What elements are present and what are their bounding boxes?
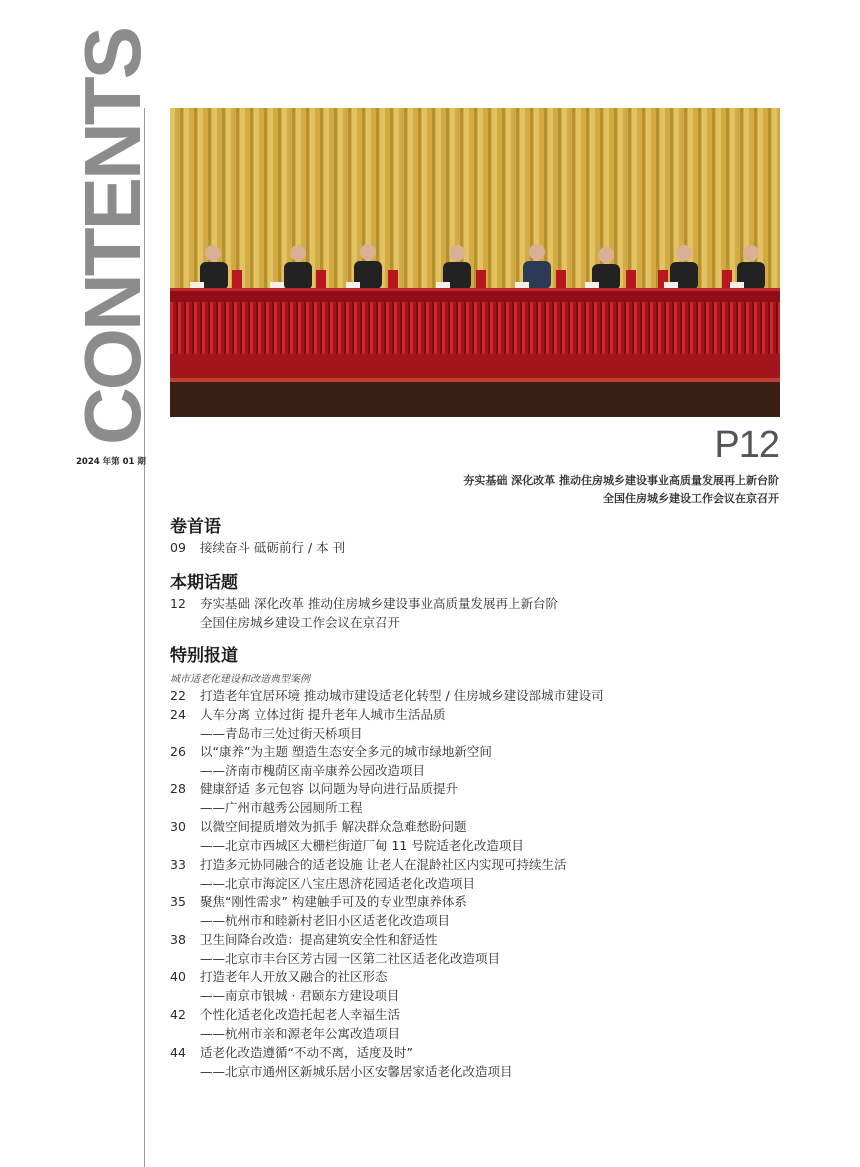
toc-entry-title: 个性化适老化改造托起老人幸福生活 <box>200 1007 401 1022</box>
section-title-special-report: 特别报道 <box>170 646 238 666</box>
contents-heading: CONTENTS <box>68 29 157 445</box>
toc-entry-subtitle: ——南京市银城 · 君颐东方建设项目 <box>200 987 400 1003</box>
toc-entry[interactable] <box>170 1006 400 1043</box>
toc-page-number: 30 <box>170 819 186 834</box>
toc-entry-subtitle: ——青岛市三处过街天桥项目 <box>200 725 363 741</box>
toc-entry-title: 接续奋斗 砥砺前行 / 本 刊 <box>200 540 346 555</box>
toc-entry-title: 以“康养”为主题 塑造生态安全多元的城市绿地新空间 <box>200 744 492 759</box>
toc-page-number: 26 <box>170 744 186 759</box>
toc-entry-subtitle: ——北京市海淀区八宝庄恩济花园适老化改造项目 <box>200 875 476 891</box>
toc-entry[interactable] <box>170 539 345 558</box>
toc-entry[interactable] <box>170 780 458 817</box>
toc-entry[interactable] <box>170 706 445 743</box>
toc-page-number: 38 <box>170 932 186 947</box>
toc-entry[interactable] <box>170 595 558 632</box>
toc-page-number: 12 <box>170 596 186 611</box>
toc-entry-title: 健康舒适 多元包容 以问题为导向进行品质提升 <box>200 781 458 796</box>
toc-entry[interactable] <box>170 743 492 780</box>
toc-page-number: 42 <box>170 1007 186 1022</box>
toc-entry[interactable] <box>170 1044 513 1081</box>
toc-entry-title: 人车分离 立体过街 提升老年人城市生活品质 <box>200 707 446 722</box>
feature-caption-line2: 全国住房城乡建设工作会议在京召开 <box>603 492 779 505</box>
toc-entry-title: 打造老年宜居环境 推动城市建设适老化转型 / 住房城乡建设部城市建设司 <box>200 688 604 703</box>
section-title-foreword: 卷首语 <box>170 517 221 537</box>
toc-entry[interactable] <box>170 893 467 930</box>
issue-label: 2024 年第 01 期 <box>76 457 146 467</box>
toc-entry-title: 聚焦“刚性需求” 构建触手可及的专业型康养体系 <box>200 894 467 909</box>
toc-entry[interactable] <box>170 818 524 855</box>
feature-page-number: P12 <box>714 424 779 466</box>
toc-entry[interactable] <box>170 931 500 968</box>
toc-page-number: 33 <box>170 857 186 872</box>
toc-entry-title: 适老化改造遵循“不动不离，适度及时” <box>200 1045 413 1060</box>
feature-caption-line1: 夯实基础 深化改革 推动住房城乡建设事业高质量发展再上新台阶 <box>463 474 779 487</box>
toc-page-number: 09 <box>170 540 186 555</box>
toc-entry-subtitle: ——杭州市和睦新村老旧小区适老化改造项目 <box>200 912 451 928</box>
toc-page-number: 24 <box>170 707 186 722</box>
toc-entry-title: 以微空间提质增效为抓手 解决群众急难愁盼问题 <box>200 819 467 834</box>
toc-entry-title: 卫生间降台改造：提高建筑安全性和舒适性 <box>200 932 438 947</box>
toc-entry-subtitle: ——济南市槐荫区南辛康养公园改造项目 <box>200 762 426 778</box>
toc-entry[interactable] <box>170 856 566 893</box>
toc-page-number: 28 <box>170 781 186 796</box>
toc-entry[interactable] <box>170 968 399 1005</box>
toc-entry-subtitle: 全国住房城乡建设工作会议在京召开 <box>200 614 401 630</box>
toc-page-number: 35 <box>170 894 186 909</box>
toc-entry-subtitle: ——北京市通州区新城乐居小区安馨居家适老化改造项目 <box>200 1063 513 1079</box>
toc-page-number: 40 <box>170 969 186 984</box>
toc-entry-title: 打造老年人开放又融合的社区形态 <box>200 969 388 984</box>
toc-entry-subtitle: ——杭州市亲和源老年公寓改造项目 <box>200 1025 401 1041</box>
section-title-topic: 本期话题 <box>170 573 238 593</box>
toc-entry-subtitle: ——北京市西城区大栅栏街道厂甸 11 号院适老化改造项目 <box>200 837 524 853</box>
section-subtitle: 城市适老化建设和改造典型案例 <box>170 674 310 685</box>
toc-entry-title: 夯实基础 深化改革 推动住房城乡建设事业高质量发展再上新台阶 <box>200 596 558 611</box>
cover-photo <box>170 108 780 417</box>
toc-entry[interactable] <box>170 687 604 706</box>
toc-entry-title: 打造多元协同融合的适老设施 让老人在混龄社区内实现可持续生活 <box>200 857 567 872</box>
toc-entry-subtitle: ——北京市丰台区芳古园一区第二社区适老化改造项目 <box>200 950 501 966</box>
toc-page-number: 44 <box>170 1045 186 1060</box>
toc-entry-subtitle: ——广州市越秀公园厕所工程 <box>200 799 363 815</box>
toc-page-number: 22 <box>170 688 186 703</box>
